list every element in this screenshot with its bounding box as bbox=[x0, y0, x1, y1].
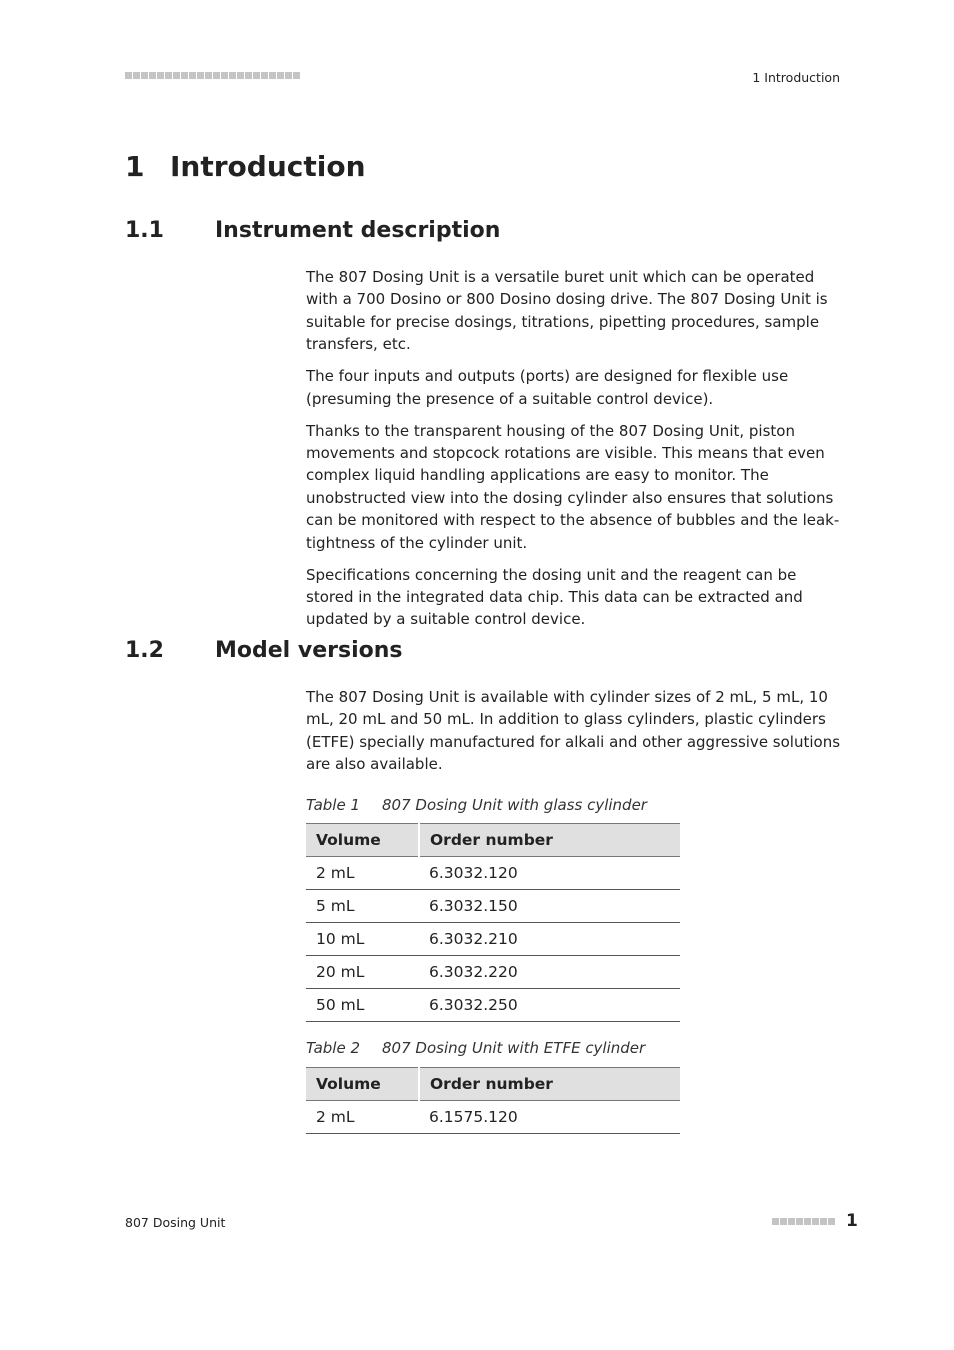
table-1-caption bbox=[306, 796, 647, 814]
table-label: Table 1 bbox=[306, 796, 361, 814]
chapter-number: 1 bbox=[125, 150, 145, 183]
cell-order-number: 6.3032.210 bbox=[419, 923, 680, 956]
section-heading-1-2 bbox=[125, 638, 403, 663]
section-number: 1.1 bbox=[125, 218, 164, 243]
column-header-order-number: Order number bbox=[419, 824, 680, 857]
table-row bbox=[306, 956, 680, 989]
cell-order-number: 6.1575.120 bbox=[419, 1101, 680, 1134]
cell-volume: 20 mL bbox=[306, 956, 419, 989]
paragraph: Thanks to the transparent housing of the 807 Dosing Unit, piston movements and stopcock rotations are visible. This means that even complex liquid handling applications are easy to monitor. The unobstructed view into the dosing cylinder also ensures that solutions can be monitored with respect to the absence of bubbles and the leak-tightness of the cylinder unit. bbox=[306, 421, 840, 552]
table-row bbox=[306, 857, 680, 890]
table-row bbox=[306, 989, 680, 1022]
cell-order-number: 6.3032.250 bbox=[419, 989, 680, 1022]
cell-order-number: 6.3032.220 bbox=[419, 956, 680, 989]
header-decoration bbox=[125, 72, 300, 79]
section-1-1-body bbox=[306, 266, 846, 640]
table-2-caption bbox=[306, 1039, 645, 1057]
page-number: 1 bbox=[846, 1211, 858, 1231]
table-row bbox=[306, 1101, 680, 1134]
cell-volume: 10 mL bbox=[306, 923, 419, 956]
table-label: Table 2 bbox=[306, 1039, 361, 1057]
section-number: 1.2 bbox=[125, 638, 164, 663]
column-header-volume: Volume bbox=[306, 824, 419, 857]
column-header-order-number: Order number bbox=[419, 1068, 680, 1101]
cell-order-number: 6.3032.150 bbox=[419, 890, 680, 923]
footer-product-name: 807 Dosing Unit bbox=[125, 1215, 226, 1230]
table-row bbox=[306, 923, 680, 956]
table-glass-cylinder bbox=[306, 823, 680, 1022]
cell-volume: 2 mL bbox=[306, 1101, 419, 1134]
section-title: Instrument description bbox=[215, 218, 501, 243]
footer-decoration bbox=[772, 1218, 835, 1225]
running-header: 1 Introduction bbox=[752, 70, 840, 85]
paragraph: The 807 Dosing Unit is a versatile buret unit which can be operated with a 700 Dosino or 800 Dosino dosing drive. The 807 Dosing Unit is suitable for precise dosings, titrations, pipetting procedures, sample transfers, etc. bbox=[306, 268, 828, 354]
cell-volume: 2 mL bbox=[306, 857, 419, 890]
table-etfe-cylinder bbox=[306, 1067, 680, 1134]
table-caption-text: 807 Dosing Unit with glass cylinder bbox=[382, 796, 647, 814]
table-caption-text: 807 Dosing Unit with ETFE cylinder bbox=[382, 1039, 646, 1057]
table-header-row bbox=[306, 824, 680, 857]
chapter-heading bbox=[125, 150, 366, 183]
table-row bbox=[306, 890, 680, 923]
table-header-row bbox=[306, 1068, 680, 1101]
chapter-title: Introduction bbox=[170, 150, 366, 183]
cell-order-number: 6.3032.120 bbox=[419, 857, 680, 890]
section-title: Model versions bbox=[215, 638, 403, 663]
cell-volume: 50 mL bbox=[306, 989, 419, 1022]
section-1-2-body bbox=[306, 686, 846, 785]
paragraph: Specifications concerning the dosing unit and the reagent can be stored in the integrated data chip. This data can be extracted and updated by a suitable control device. bbox=[306, 565, 803, 629]
paragraph: The four inputs and outputs (ports) are designed for flexible use (presuming the presence of a suitable control device). bbox=[306, 367, 789, 408]
section-heading-1-1 bbox=[125, 218, 500, 243]
column-header-volume: Volume bbox=[306, 1068, 419, 1101]
paragraph: The 807 Dosing Unit is available with cylinder sizes of 2 mL, 5 mL, 10 mL, 20 mL and 50 mL. In addition to glass cylinders, plastic cylinders (ETFE) specially manufactured for alkali and other aggressive solutions are also available. bbox=[306, 688, 841, 774]
cell-volume: 5 mL bbox=[306, 890, 419, 923]
